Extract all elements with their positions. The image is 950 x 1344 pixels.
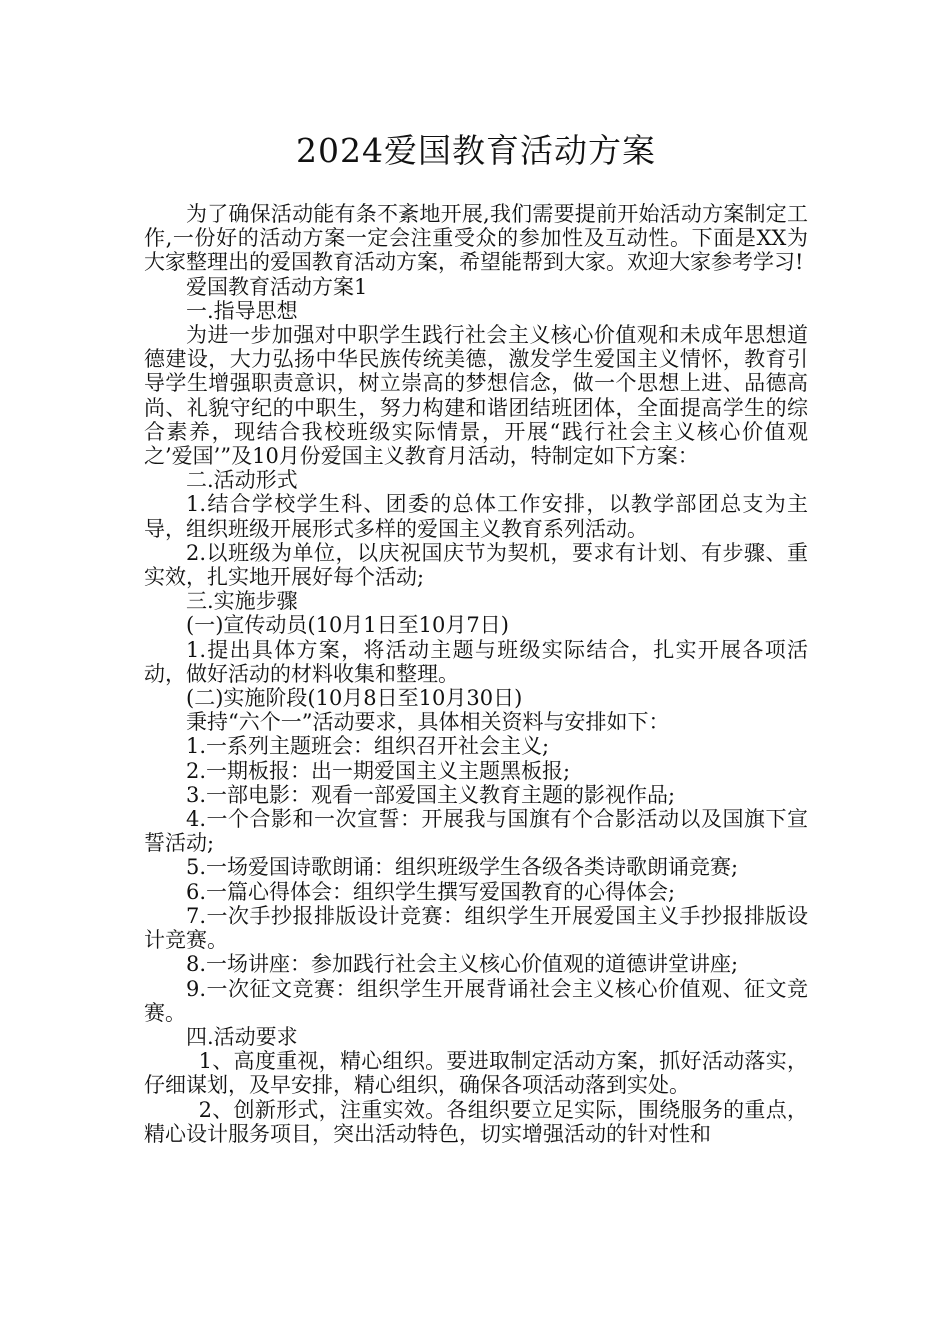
document-page: [144, 128, 808, 1146]
publicity-item: 1.提出具体方案，将活动主题与班级实际结合，扎实开展各项活动，做好活动的材料收集和整理。: [144, 637, 808, 686]
guiding-ideology-paragraph: 为进一步加强对中职学生践行社会主义核心价值观和未成年思想道德建设，大力弘扬中华民族传统美德，激发学生爱国主义情怀，教育引导学生增强职责意识，树立崇高的梦想信念，做一个思想上进、品德高尚、礼貌守纪的中职生，努力构建和谐团结班团体，全面提高学生的综合素养，现结合我校班级实际情景，开展“践行社会主义核心价值观之’爱国’”及10月份爱国主义教育月活动，特制定如下方案：: [144, 323, 808, 469]
section-heading-activity-requirements: 四.活动要求: [186, 1024, 298, 1049]
requirement-item: 1、高度重视，精心组织。要进取制定活动方案，抓好活动落实，仔细谋划，及早安排，精心组织，确保各项活动落到实处。: [144, 1049, 808, 1098]
implementation-item: 2.一期板报：出一期爱国主义主题黑板报;: [186, 758, 571, 783]
activity-form-item: 2.以班级为单位，以庆祝国庆节为契机，要求有计划、有步骤、重实效，扎实地开展好每个活动;: [144, 540, 808, 590]
implementation-item: 9.一次征文竞赛：组织学生开展背诵社会主义核心价值观、征文竞赛。: [144, 976, 808, 1025]
implementation-item: 6.一篇心得体会：组织学生撰写爱国教育的心得体会;: [186, 879, 676, 904]
plan-heading: 爱国教育活动方案1: [186, 274, 368, 299]
implementation-intro: 秉持“六个一”活动要求，具体相关资料与安排如下：: [186, 710, 670, 735]
implementation-item: 5.一场爱国诗歌朗诵：组织班级学生各级各类诗歌朗诵竞赛;: [186, 855, 739, 880]
implementation-item: 1.一系列主题班会：组织召开社会主义;: [186, 734, 550, 759]
section-heading-guiding-ideology: 一.指导思想: [186, 298, 298, 323]
phase-heading-implementation: (二)实施阶段(10月8日至10月30日): [186, 686, 523, 711]
document-body: [144, 202, 808, 1146]
implementation-item: 4.一个合影和一次宣誓：开展我与国旗有个合影活动以及国旗下宣誓活动;: [144, 807, 808, 856]
requirement-item: 2、创新形式，注重实效。各组织要立足实际，围绕服务的重点，精心设计服务项目，突出活动特色，切实增强活动的针对性和: [144, 1097, 808, 1146]
section-heading-implementation-steps: 三.实施步骤: [186, 589, 298, 614]
implementation-item: 7.一次手抄报排版设计竞赛：组织学生开展爱国主义手抄报排版设计竞赛。: [144, 903, 808, 953]
activity-form-item: 1.结合学校学生科、团委的总体工作安排，以教学部团总支为主导，组织班级开展形式多样的爱国主义教育系列活动。: [144, 492, 808, 541]
intro-paragraph: 为了确保活动能有条不紊地开展,我们需要提前开始活动方案制定工作,一份好的活动方案一定会注重受众的参加性及互动性。下面是XX为大家整理出的爱国教育活动方案，希望能帮到大家。欢迎大家参考学习!: [144, 202, 808, 275]
phase-heading-publicity: (一)宣传动员(10月1日至10月7日): [186, 613, 509, 638]
document-title: 2024爱国教育活动方案: [296, 131, 656, 170]
section-heading-activity-form: 二.活动形式: [186, 468, 298, 493]
implementation-item: 8.一场讲座：参加践行社会主义核心价值观的道德讲堂讲座;: [186, 952, 739, 977]
implementation-item: 3.一部电影：观看一部爱国主义教育主题的影视作品;: [186, 782, 676, 807]
